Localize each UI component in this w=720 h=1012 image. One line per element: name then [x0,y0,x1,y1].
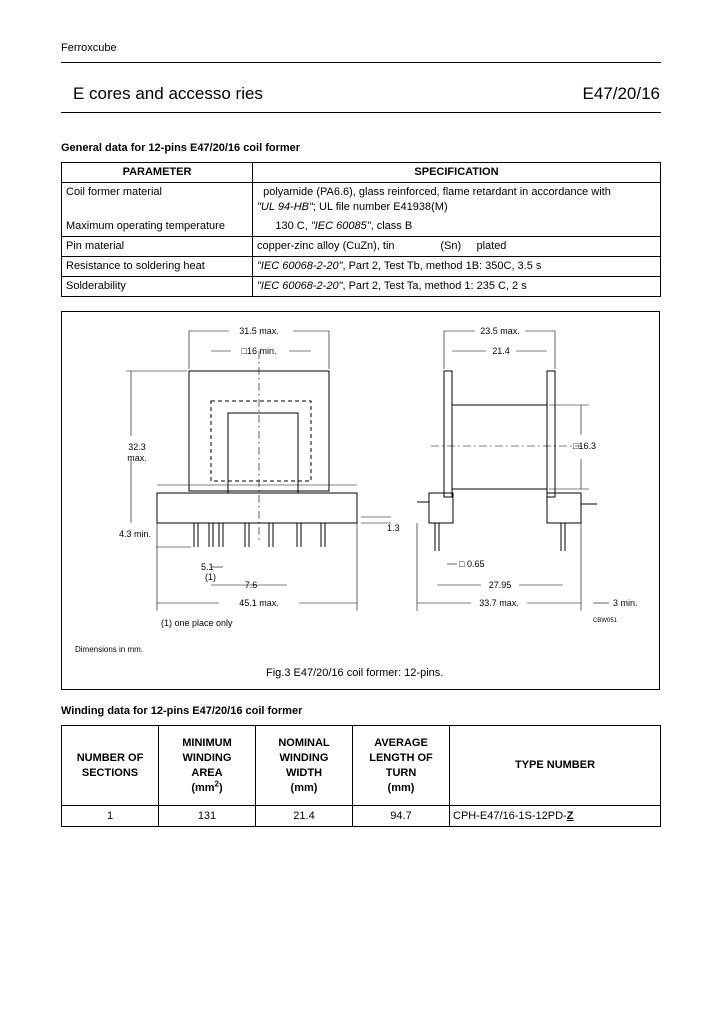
col-area: MINIMUM WINDING AREA $(mm^2)$ [159,726,256,806]
header-rule [61,62,661,63]
drawing-code: CBW051 [593,618,618,624]
dim-4-3: 4.3 min. [119,529,152,539]
param-cell: Pin material [62,237,253,257]
dim-square-16-3: □16.3 [573,441,596,451]
width-cell: 21.4 [256,806,353,827]
side-flange-right [547,371,555,497]
col-type-number: TYPE NUMBER [450,726,661,806]
figure-note-one-place: (1) one place only [161,618,233,628]
side-bobbin [452,405,547,489]
dim-length-max: 45.1 max. [239,598,279,608]
dim-27-95: 27.95 [488,580,512,590]
spec-cell: polyamide (PA6.6), glass reinforced, flame retardant in accordance with "UL 94-HB"; UL file number E41938(M) [253,183,661,218]
dim-width-max: 31.5 max. [239,326,279,336]
spec-cell: copper-zinc alloy (CuZn), tin (Sn) plated [253,237,661,257]
param-cell: Coil former material [62,183,253,218]
dim-5-1-note: (1) [205,572,216,582]
dim-square-16: □16 min. [241,346,277,356]
col-specification: SPECIFICATION [253,163,661,183]
dim-1-3: 1.3 [387,523,400,533]
param-cell: Maximum operating temperature [62,217,253,237]
type-number-cell: CPH-E47/16-1S-12PD-Z [450,806,661,827]
title-rule [61,112,661,113]
company-name: Ferroxcube [61,42,117,54]
side-flange-left [444,371,452,497]
page-title: E cores and accesso ries [73,84,263,103]
table-row [62,237,661,257]
front-base [157,493,357,523]
dim-height-max-suffix: max. [127,453,147,463]
col-width: NOMINAL WINDING WIDTH (mm) [256,726,353,806]
dim-3-min: 3 min. [613,598,638,608]
figure-caption: Fig.3 E47/20/16 coil former: 12-pins. [266,667,444,679]
table-header-row [62,163,661,183]
winding-data-table [61,725,661,827]
col-turn: AVERAGE LENGTH OF TURN (mm) [353,726,450,806]
figure-note-dimensions: Dimensions in mm. [75,645,144,654]
table-row [62,277,661,297]
table-row [62,183,661,218]
spec-cell: 130 C, "IEC 60085", class B [253,217,661,237]
dim-height-max: 32.3 [128,442,146,452]
col-sections: NUMBER OF SECTIONS [62,726,159,806]
spec-cell: "IEC 60068-2-20", Part 2, Test Tb, method 1B: 350C, 3.5 s [253,257,661,277]
dim-side-21-4: 21.4 [492,346,510,356]
param-cell: Resistance to soldering heat [62,257,253,277]
dim-33-7: 33.7 max. [479,598,519,608]
table-row [62,257,661,277]
param-cell: Solderability [62,277,253,297]
winding-data-title: Winding data for 12-pins E47/20/16 coil former [61,705,303,717]
coil-former-drawing [61,311,660,690]
sections-cell: 1 [62,806,159,827]
dim-5-1: 5.1 [201,562,214,572]
turn-cell: 94.7 [353,806,450,827]
part-number: E47/20/16 [582,84,660,103]
area-cell: 131 [159,806,256,827]
table-header-row [62,726,661,806]
general-data-title: General data for 12-pins E47/20/16 coil former [61,142,301,154]
general-data-table [61,162,661,297]
col-parameter: PARAMETER [62,163,253,183]
dim-7-6: 7.6 [244,580,258,590]
table-row [62,217,661,237]
dim-pin-0-65: □ 0.65 [459,559,485,569]
spec-cell: "IEC 60068-2-20", Part 2, Test Ta, method 1: 235 C, 2 s [253,277,661,297]
table-row [62,806,661,827]
dim-side-23-5: 23.5 max. [480,326,520,336]
